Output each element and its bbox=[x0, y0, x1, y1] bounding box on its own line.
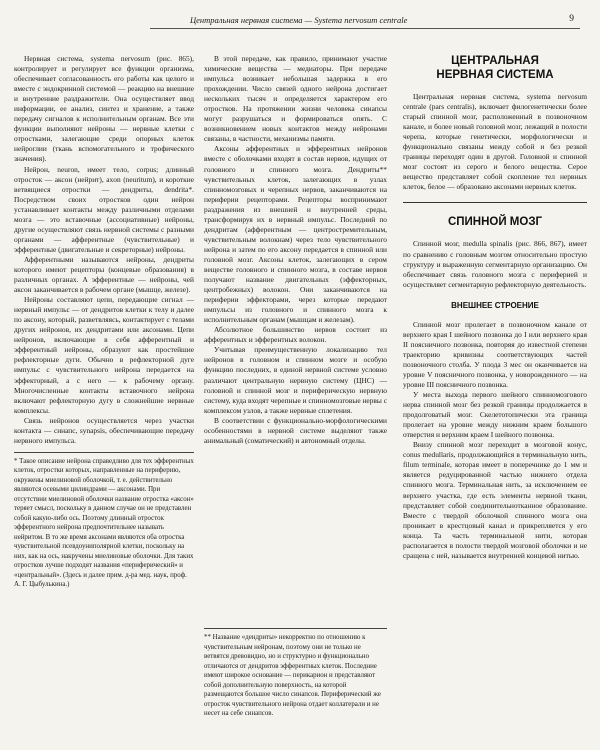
subsection-heading: СПИННОЙ МОЗГ bbox=[447, 216, 543, 229]
paragraph: Центральная нервная система, systema nervosum centrale (pars centralis), включает филогенетически более старый спинной мозг, расположенный в позвоночном канале, и более новый головной мозг, лежащий в полости черепа, которые генетически, морфологически и функционально связаны между собой и без резкой границы переходят один в другой. Головной и спинной мозг состоят из серого и белого вещества. Серое вещество представляет собой скопление тел нервных клеток, белое — образовано аксонами нервных клеток. bbox=[403, 92, 587, 192]
paragraph: Спинной мозг, medulla spinalis (рис. 866, 867), имеет по сравнению с головным мозгом относительно простую структуру и выраженную сегментарную организацию. Он обеспечивает связь головного мозга с периферией и осуществляет сегментарную рефлекторную деятельность. bbox=[403, 239, 587, 289]
paragraph: Аксоны афферентных и эфферентных нейронов вместе с оболочками входят в состав нервов, идущих от головного и спинного мозга. Дендриты** чувствительных клеток, залегающих в узлах спинномозговых и черепных нервов, заканчиваются на периферии рецепторами. Рецепторы воспринимают раздражения из внешней и внутренней среды, трансформируя их в нервный импульс. Последний по дендритам (афферентным — центростремительным, чувствительным волокнам) через тело чувствительного нейрона и затем по его аксону передается в спинной или головной мозг. Аксоны клеток, залегающих в сером веществе головного и спинного мозга, в составе нервов получают название двигательных (эффекторных, центробежных) волокон. Они заканчиваются на периферии эффекторами, через которые передают импульсы из головного и спинного мозга к исполнительным органам (мышцам и железам). bbox=[204, 144, 387, 325]
footnote: * Такое описание нейрона справедливо для тех эфферентных клеток, отростки которых, направленные на периферию, окружены миелиновой оболочкой, т. е. действительно являются осевыми цилиндрами — аксонами. При отсутствии миелиновой оболочки название отростка «аксон» теряет смысл, поскольку в данном случае он не представлен собой какую-либо ось. Поэтому длинный отросток эфферентного нейрона предпочтительнее называть нейритом. В то же время аксонами являются оба отростка чувствительной псевдоуниполярной клетки, поскольку на них, как на ось, накручены миелиновые оболочки. Для таких отростков лучше подходят названия «периферический» и «центральный». (Здесь и далее прим. д-ра мед. наук, проф. А. Г. Цыбулькина.) bbox=[14, 452, 194, 590]
page-number: 9 bbox=[569, 14, 574, 24]
paragraph: Нервная система, systema nervosum (рис. 865), контролирует и регулирует все функции организма, обеспечивает согласованность его работы как целого и вместе с эндокринной системой — реакцию на внешние и внутренние раздражители. Она осуществляет ввод информации, ее анализ, синтез и хранение, а также передачу сигналов к исполнительным органам. Все эти функции выполняют нейроны — нервные клетки с отростками, залегающие среди опорных клеток нейроглии (ткань вспомогательного и трофического значения). bbox=[14, 54, 194, 164]
section-divider bbox=[403, 202, 587, 203]
running-title: Центральная нервная система — Systema nervosum centrale bbox=[190, 15, 408, 25]
paragraph: В соответствии с функционально-морфологическими особенностями в нервной системе выделяют также анимальный (соматический) и автономный отделы. bbox=[204, 415, 387, 445]
paragraph: Связь нейронов осуществляется через участки контакта — синапс, synapsis, обеспечивающие передачу нервного импульса. bbox=[14, 415, 194, 445]
paragraph: Спинной мозг пролегает в позвоночном канале от верхнего края I шейного позвонка до I или верхнего края II поясничного позвонка, повторяя до известной степени траекторию кривизны соответствующих частей позвоночного столба. У плода 3 мес он оканчивается на уровне V поясничного позвонка, у новорожденного — на уровне III поясничного позвонка. bbox=[403, 319, 587, 389]
paragraph: Учитывая преимущественную локализацию тел нейронов в головном и спинном мозге и особую функцию последних, в единой нервной системе условно различают центральную нервную систему (ЦНС) — головной и спинной мозг и периферическую нервную систему, куда входят черепные и спинномозговые нервы с комплексом узлов, а также нервные сплетения. bbox=[204, 345, 387, 415]
running-header bbox=[150, 14, 580, 29]
subsection-heading-small: ВНЕШНЕЕ СТРОЕНИЕ bbox=[451, 300, 539, 310]
paragraph: У места выхода первого шейного спинномозгового нерва спинной мозг без резкой границы продолжается в продолговатый мозг. Скелетотопически эта граница пролегает на уровне между нижним краем большого отверстия и верхним краем I шейного позвонка. bbox=[403, 390, 587, 440]
footnote: ** Название «дендриты» некорректно по отношению к чувствительным нейронам, поэтому они не только не ветвятся древовидно, но и структурно и функционально отличаются от дендритов эфферентных клеток. Последние имеют широкое основание — перикарион и представляют собой дополнительную поверхность, на которой размещаются большое число синапсов. Периферический же отросток чувствительного нейрона отдает коллатерали и не несет на себе синапсов. bbox=[204, 628, 387, 719]
paragraph: В этой передаче, как правило, принимают участие химические вещества — медиаторы. При передаче импульса возникает небольшая задержка в его прохождении. Число связей одного нейрона достигает нескольких тысяч и определяется характером его отростков. На протяжении жизни человека синапсы могут разрушаться и формироваться опять. С возникновением новых контактов между нейронами связаны, в частности, механизмы памяти. bbox=[204, 54, 387, 144]
section-heading: ЦЕНТРАЛЬНАЯ НЕРВНАЯ СИСТЕМА bbox=[436, 55, 554, 81]
paragraph: Нейроны составляют цепи, передающие сигнал — нервный импульс — от дендритов клетки к телу и далее по аксону, который, разветвляясь, контактирует с телами других нейронов, их дендритами или аксонами. Цепи нейронов, включающие в себя афферентный и эфферентный нейроны, образуют как простейшие рефлекторные дуги. Обычно в рефлекторной дуге импульс с чувствительного нейрона передается на эффекторный, а с него — к рабочему органу. Многочисленные контакты вставочного нейрона включают рефлекторную дугу в сложнейшие нервные комплексы. bbox=[14, 295, 194, 415]
right-column bbox=[403, 54, 587, 740]
paragraph: Внизу спинной мозг переходит в мозговой конус, conus medullaris, продолжающийся в терминальную нить, filum terminale, которая имеет в поперечнике до 1 мм и является редуцированной частью нижнего отдела спинного мозга. Терминальная нить, за исключением ее верхнего участка, где есть элементы нервной ткани, представляет собой соединительнотканное образование. Вместе с твердой оболочкой спинного мозга она проникает в крестцовый канал и прикрепляется у его конца. Та часть терминальной нити, которая располагается в полости твердой мозговой оболочки и не сращена с ней, называется внутренней концевой нитью. bbox=[403, 440, 587, 560]
paragraph: Нейрон, neuron, имеет тело, corpus; длинный отросток — аксон (нейрит), axon (neuritum), и короткие ветвящиеся отростки — дендриты, dendritа*. Посредством своих отростков один нейрон устанавливает контакты между различными отделами мозга — это вставочные (ассоциативные) нейроны, другие осуществляют связь нервной системы с разными органами — афферентные (чувствительные) и эфферентные (двигательные и секреторные) нейроны. bbox=[14, 164, 194, 254]
middle-column bbox=[204, 54, 387, 740]
paragraph: Абсолютное большинство нервов состоит из афферентных и эфферентных волокон. bbox=[204, 325, 387, 345]
paragraph: Афферентными называются нейроны, дендриты которого имеют рецепторы (концевые образования) в различных органах. А эфферентные — нейроны, чей аксон заканчивается в рабочем органе (мышце, железе). bbox=[14, 254, 194, 295]
left-column bbox=[14, 54, 194, 740]
